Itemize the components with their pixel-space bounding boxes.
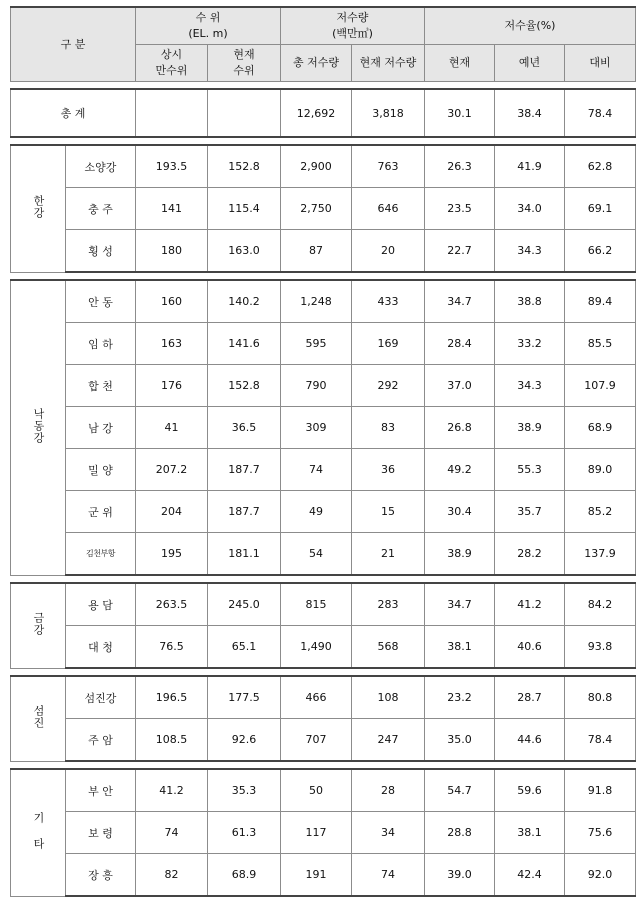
spacer [11,272,636,280]
header-water-level-label: 수 위 [195,11,221,24]
dam-name: 보 령 [66,812,136,854]
dam-name: 횡 성 [66,230,136,273]
rate-current-cell: 49.2 [425,449,495,491]
table-row [11,854,636,897]
total-row [11,89,636,137]
current-level-cell: 65.1 [208,626,281,669]
total-storage-cell: 815 [281,583,352,626]
header-storage [281,7,425,45]
rate-compare-cell: 62.8 [565,145,636,188]
rate-current-cell: 28.4 [425,323,495,365]
total-storage-cell: 2,900 [281,145,352,188]
rate-average-cell: 35.7 [495,491,565,533]
header-current-level: 현재 수위 [208,45,281,82]
current-level-cell: 187.7 [208,449,281,491]
rate-average-cell: 44.6 [495,719,565,762]
header-current-storage: 현재 저수량 [352,45,425,82]
normal-level-cell: 108.5 [136,719,208,762]
rate-compare-cell: 107.9 [565,365,636,407]
current-level-cell: 35.3 [208,769,281,812]
rate-current-cell: 22.7 [425,230,495,273]
normal-level-cell: 160 [136,280,208,323]
total-storage-cell: 54 [281,533,352,576]
table-row [11,280,636,323]
rate-average-cell: 55.3 [495,449,565,491]
rate-compare-cell: 78.4 [565,719,636,762]
rate-average-cell: 28.2 [495,533,565,576]
rate-compare-cell: 80.8 [565,676,636,719]
table-row [11,626,636,669]
total-rate-current: 30.1 [425,89,495,137]
table-row [11,145,636,188]
rate-average-cell: 34.3 [495,365,565,407]
header-rate-current: 현재 [425,45,495,82]
current-level-cell: 36.5 [208,407,281,449]
current-storage-cell: 74 [352,854,425,897]
current-storage-cell: 34 [352,812,425,854]
table-row [11,491,636,533]
total-total-storage: 12,692 [281,89,352,137]
rate-current-cell: 39.0 [425,854,495,897]
normal-level-cell: 195 [136,533,208,576]
table-row [11,676,636,719]
rate-compare-cell: 89.4 [565,280,636,323]
current-storage-cell: 21 [352,533,425,576]
header-category: 구 분 [11,7,136,82]
normal-level-cell: 163 [136,323,208,365]
current-level-cell: 152.8 [208,145,281,188]
total-storage-cell: 1,490 [281,626,352,669]
table-row [11,769,636,812]
rate-average-cell: 38.8 [495,280,565,323]
normal-level-cell: 141 [136,188,208,230]
dam-name: 충 주 [66,188,136,230]
current-level-cell: 68.9 [208,854,281,897]
normal-level-cell: 193.5 [136,145,208,188]
dam-name: 섬진강 [66,676,136,719]
current-storage-cell: 292 [352,365,425,407]
group-name: 금강 [32,612,45,637]
dam-name: 임 하 [66,323,136,365]
rate-average-cell: 34.0 [495,188,565,230]
rate-average-cell: 34.3 [495,230,565,273]
rate-current-cell: 30.4 [425,491,495,533]
normal-level-cell: 76.5 [136,626,208,669]
total-storage-cell: 309 [281,407,352,449]
current-level-cell: 245.0 [208,583,281,626]
total-rate-average: 38.4 [495,89,565,137]
current-storage-cell: 169 [352,323,425,365]
rate-compare-cell: 69.1 [565,188,636,230]
total-storage-cell: 191 [281,854,352,897]
current-storage-cell: 283 [352,583,425,626]
total-rate-compare: 78.4 [565,89,636,137]
dam-name: 주 암 [66,719,136,762]
current-storage-cell: 15 [352,491,425,533]
total-storage-cell: 87 [281,230,352,273]
current-level-cell: 92.6 [208,719,281,762]
rate-compare-cell: 89.0 [565,449,636,491]
header-rate: 저수율(%) [425,7,636,45]
spacer [11,668,636,676]
header-rate-compare: 대비 [565,45,636,82]
rate-current-cell: 26.3 [425,145,495,188]
rate-compare-cell: 85.2 [565,491,636,533]
dam-name: 대 청 [66,626,136,669]
normal-level-cell: 74 [136,812,208,854]
header-water-level [136,7,281,45]
rate-compare-cell: 66.2 [565,230,636,273]
current-storage-cell: 20 [352,230,425,273]
current-storage-cell: 247 [352,719,425,762]
group-label [11,280,66,575]
header-total-storage: 총 저수량 [281,45,352,82]
total-storage-cell: 466 [281,676,352,719]
current-storage-cell: 763 [352,145,425,188]
current-storage-cell: 83 [352,407,425,449]
total-storage-cell: 49 [281,491,352,533]
rate-average-cell: 41.9 [495,145,565,188]
rate-current-cell: 54.7 [425,769,495,812]
rate-average-cell: 38.1 [495,812,565,854]
table-row [11,719,636,762]
spacer [11,137,636,145]
current-level-cell: 163.0 [208,230,281,273]
normal-level-cell: 82 [136,854,208,897]
rate-average-cell: 41.2 [495,583,565,626]
group-label [11,769,66,896]
total-current-storage: 3,818 [352,89,425,137]
normal-level-cell: 196.5 [136,676,208,719]
table-row [11,365,636,407]
total-storage-cell: 595 [281,323,352,365]
total-storage-cell: 1,248 [281,280,352,323]
dam-name: 남 강 [66,407,136,449]
total-current-level [208,89,281,137]
total-storage-cell: 117 [281,812,352,854]
table-body [11,145,636,896]
rate-average-cell: 40.6 [495,626,565,669]
rate-compare-cell: 137.9 [565,533,636,576]
normal-level-cell: 207.2 [136,449,208,491]
rate-average-cell: 33.2 [495,323,565,365]
total-normal-level [136,89,208,137]
current-level-cell: 115.4 [208,188,281,230]
table-row [11,533,636,576]
table-row [11,583,636,626]
current-storage-cell: 568 [352,626,425,669]
group-label [11,145,66,272]
rate-average-cell: 59.6 [495,769,565,812]
group-label [11,583,66,668]
rate-current-cell: 26.8 [425,407,495,449]
dam-name: 소양강 [66,145,136,188]
total-storage-cell: 50 [281,769,352,812]
current-storage-cell: 433 [352,280,425,323]
rate-current-cell: 34.7 [425,583,495,626]
header-storage-unit: (백만㎥) [332,27,373,40]
table-row [11,230,636,273]
current-level-cell: 152.8 [208,365,281,407]
current-level-cell: 177.5 [208,676,281,719]
dam-name: 안 동 [66,280,136,323]
table-row [11,449,636,491]
current-level-cell: 181.1 [208,533,281,576]
header-normal-level: 상시 만수위 [136,45,208,82]
dam-name: 부 안 [66,769,136,812]
group-name: 섬진 [32,705,45,730]
rate-compare-cell: 68.9 [565,407,636,449]
normal-level-cell: 263.5 [136,583,208,626]
rate-compare-cell: 75.6 [565,812,636,854]
current-level-cell: 61.3 [208,812,281,854]
total-storage-cell: 2,750 [281,188,352,230]
dam-name: 군 위 [66,491,136,533]
reservoir-table-container [10,6,635,882]
rate-current-cell: 23.2 [425,676,495,719]
total-storage-cell: 74 [281,449,352,491]
rate-current-cell: 35.0 [425,719,495,762]
normal-level-cell: 41 [136,407,208,449]
normal-level-cell: 180 [136,230,208,273]
rate-average-cell: 38.9 [495,407,565,449]
group-name: 한강 [32,195,45,220]
spacer [11,575,636,583]
spacer [11,82,636,90]
reservoir-status-table [10,6,636,897]
table-row [11,812,636,854]
table-row [11,407,636,449]
group-name: 기 타 [32,812,45,851]
current-storage-cell: 646 [352,188,425,230]
normal-level-cell: 41.2 [136,769,208,812]
rate-average-cell: 28.7 [495,676,565,719]
header-storage-label: 저수량 [336,11,369,24]
total-label: 총 계 [11,89,136,137]
dam-name: 김천부항 [66,533,136,576]
normal-level-cell: 204 [136,491,208,533]
rate-current-cell: 28.8 [425,812,495,854]
table-row [11,323,636,365]
header-water-level-unit: (EL. m) [188,27,228,40]
current-level-cell: 140.2 [208,280,281,323]
current-level-cell: 187.7 [208,491,281,533]
rate-current-cell: 38.9 [425,533,495,576]
current-level-cell: 141.6 [208,323,281,365]
normal-level-cell: 176 [136,365,208,407]
header-rate-average: 예년 [495,45,565,82]
current-storage-cell: 108 [352,676,425,719]
rate-average-cell: 42.4 [495,854,565,897]
dam-name: 밀 양 [66,449,136,491]
current-storage-cell: 28 [352,769,425,812]
total-storage-cell: 790 [281,365,352,407]
rate-compare-cell: 85.5 [565,323,636,365]
table-row [11,188,636,230]
rate-compare-cell: 92.0 [565,854,636,897]
rate-current-cell: 34.7 [425,280,495,323]
dam-name: 용 담 [66,583,136,626]
dam-name: 합 천 [66,365,136,407]
group-name: 낙동강 [32,408,45,445]
total-storage-cell: 707 [281,719,352,762]
spacer [11,761,636,769]
dam-name: 장 흥 [66,854,136,897]
rate-current-cell: 38.1 [425,626,495,669]
rate-compare-cell: 93.8 [565,626,636,669]
rate-current-cell: 37.0 [425,365,495,407]
rate-compare-cell: 84.2 [565,583,636,626]
rate-compare-cell: 91.8 [565,769,636,812]
current-storage-cell: 36 [352,449,425,491]
rate-current-cell: 23.5 [425,188,495,230]
group-label [11,676,66,761]
